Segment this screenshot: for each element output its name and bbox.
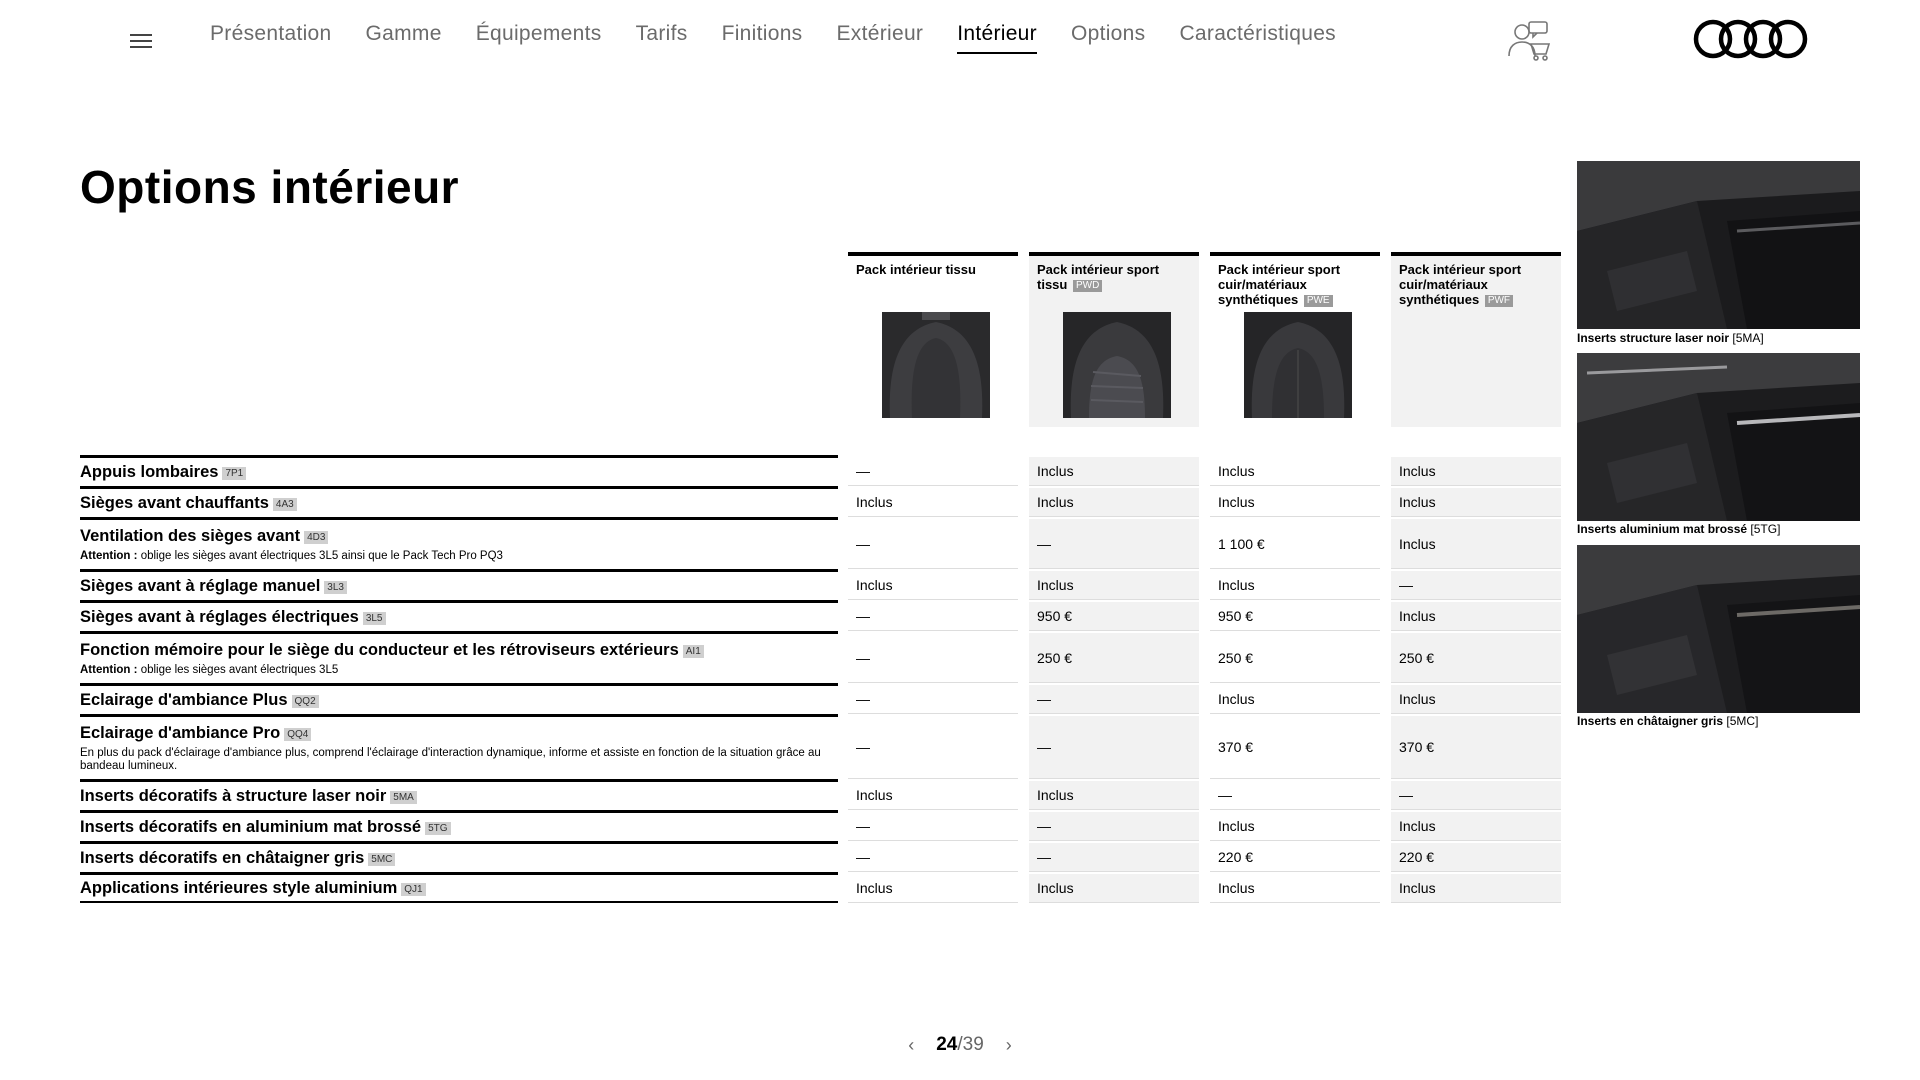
- pack-name: Pack intérieur sport cuir/matériaux synthétiques PWF: [1399, 262, 1522, 307]
- price-cell: —: [1029, 716, 1199, 779]
- option-row: [80, 810, 838, 841]
- seat-image: [882, 312, 990, 418]
- price-cell: —: [1391, 571, 1561, 600]
- option-label: [80, 787, 838, 806]
- option-label-text: Fonction mémoire pour le siège du conducteur et les rétroviseurs extérieurs: [80, 640, 679, 659]
- price-cell: —: [848, 519, 1018, 569]
- price-cell: Inclus: [848, 571, 1018, 600]
- option-label-text: Sièges avant à réglage manuel: [80, 576, 321, 595]
- option-code: AI1: [683, 645, 704, 658]
- price-cell: —: [848, 812, 1018, 841]
- nav-item-exterieur[interactable]: Extérieur: [836, 22, 924, 45]
- pack-header: [1391, 252, 1561, 427]
- price-cell: Inclus: [1029, 874, 1199, 903]
- seat-image: [1244, 312, 1352, 418]
- price-cell: —: [1210, 781, 1380, 810]
- dealer-icon[interactable]: [1505, 18, 1553, 62]
- option-label: [80, 527, 838, 546]
- price-cell: 250 €: [1210, 633, 1380, 683]
- nav-item-presentation[interactable]: Présentation: [210, 22, 332, 45]
- price-cell: Inclus: [1029, 571, 1199, 600]
- option-code: 5TG: [425, 822, 450, 835]
- interior-thumbnail-aluminium[interactable]: [1577, 353, 1860, 521]
- chevron-right-icon[interactable]: ›: [1005, 1034, 1012, 1055]
- option-label: [80, 879, 838, 898]
- price-cell: Inclus: [1210, 812, 1380, 841]
- thumbnail-caption: Inserts aluminium mat brossé [5TG]: [1577, 522, 1781, 536]
- price-cell: —: [1029, 812, 1199, 841]
- option-row: [80, 486, 838, 517]
- nav-item-interieur[interactable]: Intérieur: [957, 22, 1037, 54]
- price-cell: Inclus: [848, 488, 1018, 517]
- option-label: [80, 691, 838, 710]
- option-code: 7P1: [222, 467, 246, 480]
- option-label: [80, 494, 838, 513]
- option-note: [80, 747, 838, 773]
- price-cell: 250 €: [1391, 633, 1561, 683]
- pagination: [0, 1034, 1920, 1056]
- price-cell: Inclus: [1210, 488, 1380, 517]
- option-label: [80, 724, 838, 743]
- pack-column-1: [848, 252, 1018, 427]
- option-row: [80, 872, 838, 903]
- option-label-text: Inserts décoratifs à structure laser noir: [80, 786, 387, 805]
- price-cell: —: [848, 602, 1018, 631]
- option-note-text: En plus du pack d'éclairage d'ambiance plus, comprend l'éclairage d'interaction dynamique, informe et assiste en fonction de la situation grâce au bandeau lumineux.: [80, 746, 821, 772]
- pack-name: Pack intérieur sport cuir/matériaux synthétiques PWE: [1218, 262, 1341, 307]
- option-label-text: Inserts décoratifs en aluminium mat brossé: [80, 817, 422, 836]
- option-label: [80, 641, 838, 660]
- menu-icon[interactable]: [130, 34, 152, 48]
- option-code: 3L5: [363, 612, 386, 625]
- price-cell: Inclus: [1210, 457, 1380, 486]
- option-label: [80, 608, 838, 627]
- option-label: [80, 463, 838, 482]
- option-label-text: Appuis lombaires: [80, 462, 219, 481]
- price-cell: 1 100 €: [1210, 519, 1380, 569]
- price-cell: 220 €: [1391, 843, 1561, 872]
- price-cell: Inclus: [1210, 874, 1380, 903]
- option-code: QQ2: [292, 695, 319, 708]
- option-label-text: Sièges avant chauffants: [80, 493, 269, 512]
- option-label: [80, 818, 838, 837]
- option-code: 5MA: [390, 791, 417, 804]
- option-row: [80, 779, 838, 810]
- price-cell: —: [1391, 781, 1561, 810]
- pack-column-2: [1029, 252, 1199, 427]
- price-cell: Inclus: [1391, 874, 1561, 903]
- pack-header: [1210, 252, 1380, 427]
- option-row: [80, 841, 838, 872]
- price-cell: Inclus: [1391, 519, 1561, 569]
- option-code: QJ1: [401, 883, 425, 896]
- price-cell: —: [1029, 685, 1199, 714]
- price-cell: Inclus: [1391, 457, 1561, 486]
- price-cell: 370 €: [1210, 716, 1380, 779]
- option-row: [80, 455, 838, 486]
- pack-header: [1029, 252, 1199, 427]
- price-cell: Inclus: [1210, 571, 1380, 600]
- option-label-text: Inserts décoratifs en châtaigner gris: [80, 848, 365, 867]
- option-note-prefix: Attention :: [80, 663, 138, 676]
- option-label: [80, 577, 838, 596]
- price-cell: Inclus: [1029, 457, 1199, 486]
- price-cell: Inclus: [848, 874, 1018, 903]
- nav-item-finitions[interactable]: Finitions: [721, 22, 803, 45]
- price-cell: 950 €: [1210, 602, 1380, 631]
- price-cell: Inclus: [1391, 812, 1561, 841]
- option-label: [80, 849, 838, 868]
- option-code: 3L3: [324, 581, 347, 594]
- nav-items: [210, 22, 1336, 54]
- thumbnail-caption: Inserts structure laser noir [5MA]: [1577, 331, 1764, 345]
- price-cell: Inclus: [1391, 602, 1561, 631]
- price-cell: Inclus: [1210, 685, 1380, 714]
- option-label-text: Ventilation des sièges avant: [80, 526, 301, 545]
- nav-item-equipements[interactable]: Équipements: [475, 22, 602, 45]
- option-row: [80, 569, 838, 600]
- option-label-text: Sièges avant à réglages électriques: [80, 607, 359, 626]
- price-cell: —: [848, 685, 1018, 714]
- page-title: Options intérieur: [80, 161, 460, 213]
- price-cell: 950 €: [1029, 602, 1199, 631]
- option-row: [80, 600, 838, 631]
- nav-item-options[interactable]: Options: [1070, 22, 1146, 45]
- option-row: [80, 517, 838, 569]
- price-cell: —: [1029, 843, 1199, 872]
- pack-code: PWF: [1485, 295, 1513, 307]
- option-label-text: Eclairage d'ambiance Pro: [80, 723, 281, 742]
- option-note-text: oblige les sièges avant électriques 3L5: [140, 663, 339, 676]
- pack-name: Pack intérieur tissu: [856, 262, 976, 277]
- page-indicator: 24/39: [936, 1034, 984, 1055]
- option-code: 4D3: [304, 531, 328, 544]
- nav-item-tarifs[interactable]: Tarifs: [635, 22, 688, 45]
- option-row: [80, 714, 838, 779]
- pack-column-4: [1391, 252, 1561, 427]
- seat-image: [1063, 312, 1171, 418]
- audi-rings-logo[interactable]: [1692, 16, 1812, 62]
- thumbnail-caption: Inserts en châtaigner gris [5MC]: [1577, 714, 1759, 728]
- pack-column-3: [1210, 252, 1380, 427]
- top-navigation: [0, 0, 1920, 80]
- option-note-prefix: Attention :: [80, 549, 138, 562]
- price-cell: —: [848, 457, 1018, 486]
- price-cell: 250 €: [1029, 633, 1199, 683]
- price-cell: Inclus: [1029, 781, 1199, 810]
- price-cell: —: [848, 843, 1018, 872]
- nav-item-gamme[interactable]: Gamme: [365, 22, 442, 45]
- option-code: 5MC: [368, 853, 395, 866]
- price-cell: —: [1029, 519, 1199, 569]
- pack-header: [848, 252, 1018, 427]
- option-note: [80, 664, 838, 677]
- price-cell: 220 €: [1210, 843, 1380, 872]
- price-cell: —: [848, 716, 1018, 779]
- price-cell: Inclus: [1029, 488, 1199, 517]
- option-row: [80, 683, 838, 714]
- option-label-text: Eclairage d'ambiance Plus: [80, 690, 288, 709]
- option-code: 4A3: [273, 498, 297, 511]
- pack-name: Pack intérieur sport tissu PWD: [1037, 262, 1160, 292]
- option-label-text: Applications intérieures style aluminium: [80, 878, 398, 897]
- interior-thumbnail-laser-black[interactable]: [1577, 161, 1860, 329]
- nav-item-caracteristiques[interactable]: Caractéristiques: [1179, 22, 1336, 45]
- price-cell: Inclus: [1391, 488, 1561, 517]
- interior-thumbnail-grey-chestnut[interactable]: [1577, 545, 1860, 713]
- pack-code: PWE: [1304, 295, 1333, 307]
- option-note: [80, 550, 838, 563]
- chevron-left-icon[interactable]: ‹: [908, 1034, 915, 1055]
- option-row: [80, 631, 838, 683]
- price-cell: —: [848, 633, 1018, 683]
- pack-code: PWD: [1073, 280, 1102, 292]
- price-cell: Inclus: [848, 781, 1018, 810]
- option-note-text: oblige les sièges avant électriques 3L5 ainsi que le Pack Tech Pro PQ3: [140, 549, 503, 562]
- option-code: QQ4: [284, 728, 311, 741]
- price-cell: Inclus: [1391, 685, 1561, 714]
- price-cell: 370 €: [1391, 716, 1561, 779]
